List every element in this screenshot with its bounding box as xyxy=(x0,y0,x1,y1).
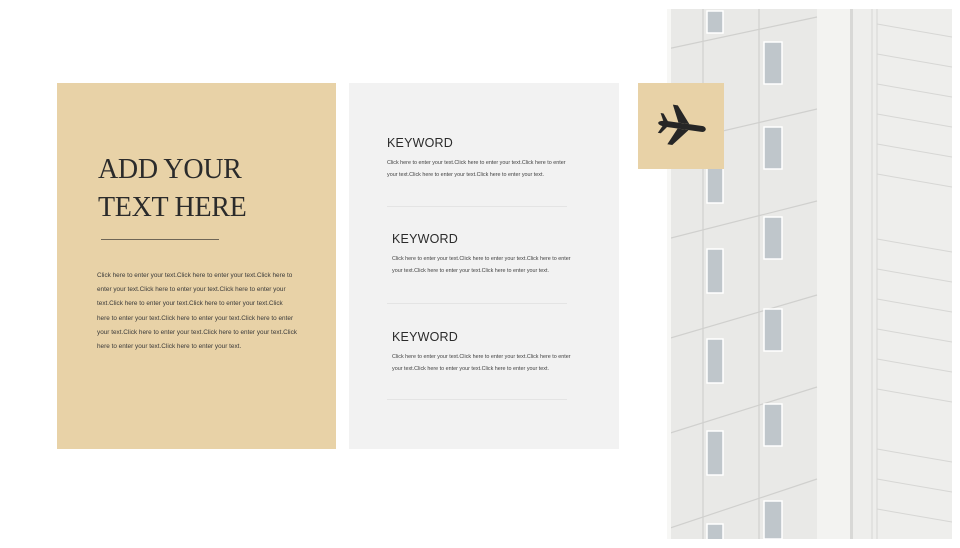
card-body-text[interactable]: Click here to enter your text.Click here to enter your text.Click here to enter your text.Click here to enter your text.Click here to enter your text.Click here to enter your text.Click here to enter your text.Click here to enter your text.Click here to enter your text.Click here to enter your text.Click here to enter your text.Click here to enter your text.Click here to enter your text.Click here to enter your text. xyxy=(97,272,297,351)
keyword-text[interactable]: Click here to enter your text.Click here to enter your text.Click here to enter your text.Click here to enter your text.Click here to enter your text. xyxy=(387,160,566,178)
keyword-title[interactable]: KEYWORD xyxy=(387,136,453,150)
card-title[interactable]: ADD YOUR TEXT HERE xyxy=(98,154,247,223)
title-divider xyxy=(101,239,219,240)
keyword-item xyxy=(392,231,582,277)
airplane-icon xyxy=(656,104,706,148)
keyword-title[interactable]: KEYWORD xyxy=(392,330,458,344)
keyword-item xyxy=(387,135,577,181)
keyword-divider xyxy=(387,399,567,400)
text-card xyxy=(57,83,336,449)
keyword-item xyxy=(392,329,582,375)
keyword-title[interactable]: KEYWORD xyxy=(392,232,458,246)
keyword-text[interactable]: Click here to enter your text.Click here to enter your text.Click here to enter your text.Click here to enter your text.Click here to enter your text. xyxy=(392,256,571,274)
keyword-text[interactable]: Click here to enter your text.Click here to enter your text.Click here to enter your text.Click here to enter your text.Click here to enter your text. xyxy=(392,354,571,372)
keyword-divider xyxy=(387,303,567,304)
plane-badge xyxy=(638,83,724,169)
keyword-divider xyxy=(387,206,567,207)
keywords-panel xyxy=(349,83,619,449)
